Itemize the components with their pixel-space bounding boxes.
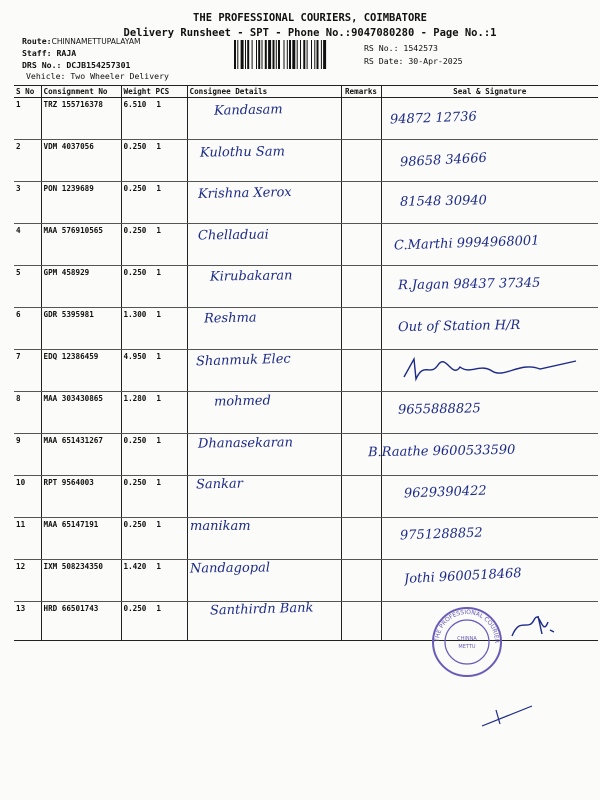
seal-signature-handwriting: 9751288852 <box>399 525 483 544</box>
cell-weight <box>121 140 187 182</box>
cell-sno: 4 <box>14 224 41 266</box>
col-remarks: Remarks <box>341 86 381 98</box>
signature-scribble <box>508 612 558 642</box>
seal-signature-handwriting: 9655888825 <box>397 401 481 418</box>
cell-remarks <box>341 392 381 434</box>
consignee-handwriting: Kulothu Sam <box>199 144 285 161</box>
cell-weight <box>121 560 187 602</box>
cell-weight <box>121 98 187 140</box>
consignee-handwriting: Kandasam <box>213 102 283 119</box>
cell-sno: 3 <box>14 182 41 224</box>
pcs-value: 1 <box>156 184 161 193</box>
weight-value: 1.280 <box>123 394 147 403</box>
table-row <box>14 518 598 560</box>
svg-text:CHINNA: CHINNA <box>457 636 477 642</box>
route-line <box>22 36 140 46</box>
col-consignment: Consignment No <box>41 86 121 98</box>
pcs-value: 1 <box>156 394 161 403</box>
pcs-value: 1 <box>156 562 161 571</box>
runsheet-subtitle: Delivery Runsheet - SPT - Phone No.:9047080280 - Page No.:1 <box>123 27 497 39</box>
consignee-handwriting: Reshma <box>203 310 257 327</box>
pcs-value: 1 <box>156 142 161 151</box>
cell-remarks <box>341 140 381 182</box>
cell-remarks <box>341 98 381 140</box>
drs-label: DRS No.: <box>22 60 62 70</box>
svg-text:THE PROFESSIONAL COURIERS: THE PROFESSIONAL COURIER <box>433 608 501 644</box>
cell-remarks <box>341 308 381 350</box>
table-row <box>14 98 598 140</box>
cell-remarks <box>341 350 381 392</box>
consignee-handwriting: Nandagopal <box>189 560 271 577</box>
consignee-handwriting: Krishna Xerox <box>197 185 292 203</box>
drs-line <box>22 60 130 70</box>
consignee-handwriting: Sankar <box>195 476 244 493</box>
weight-value: 1.300 <box>123 310 147 319</box>
cell-consignment: PON 1239689 <box>41 182 121 224</box>
company-title: THE PROFESSIONAL COURIERS, COIMBATORE <box>193 12 427 24</box>
pcs-value: 1 <box>156 520 161 529</box>
cell-sno: 1 <box>14 98 41 140</box>
rs-number: RS No.: 1542573 <box>364 43 438 53</box>
cell-remarks <box>341 224 381 266</box>
pcs-value: 1 <box>156 604 161 613</box>
vehicle-line: Vehicle: Two Wheeler Delivery <box>26 71 169 81</box>
pcs-value: 1 <box>156 478 161 487</box>
col-sno: S No <box>14 86 41 98</box>
cell-remarks <box>341 602 381 641</box>
barcode <box>234 40 356 69</box>
cell-sno: 12 <box>14 560 41 602</box>
seal-signature-handwriting: 9629390422 <box>403 483 487 502</box>
cell-sno: 8 <box>14 392 41 434</box>
pcs-value: 1 <box>156 352 161 361</box>
pcs-value: 1 <box>156 310 161 319</box>
col-weight-pcs: Weight PCS <box>121 86 187 98</box>
cell-consignment: MAA 651431267 <box>41 434 121 476</box>
cell-remarks <box>341 518 381 560</box>
seal-signature-handwriting: Jothi 9600518468 <box>403 565 522 587</box>
weight-value: 0.250 <box>123 226 147 235</box>
weight-value: 0.250 <box>123 184 147 193</box>
staff-line: Staff: RAJA <box>22 48 77 58</box>
cell-consignment: RPT 9564003 <box>41 476 121 518</box>
weight-value: 4.950 <box>123 352 147 361</box>
weight-value: 0.250 <box>123 142 147 151</box>
cell-consignment: IXM 508234350 <box>41 560 121 602</box>
consignee-handwriting: Kirubakaran <box>209 268 293 285</box>
cell-sno: 2 <box>14 140 41 182</box>
pen-mark <box>478 700 538 730</box>
cell-weight <box>121 308 187 350</box>
cell-remarks <box>341 182 381 224</box>
route-label: Route: <box>22 36 52 46</box>
cell-consignment: VDM 4037056 <box>41 140 121 182</box>
seal-signature-handwriting: 94872 12736 <box>389 109 478 128</box>
cell-consignment: GDR 5395981 <box>41 308 121 350</box>
cell-consignment: EDQ 12386459 <box>41 350 121 392</box>
cell-remarks <box>341 476 381 518</box>
consignee-handwriting: Chelladuai <box>197 227 269 244</box>
pcs-value: 1 <box>156 436 161 445</box>
col-seal: Seal & Signature <box>381 86 598 98</box>
cell-sno: 5 <box>14 266 41 308</box>
consignee-handwriting: manikam <box>190 519 251 534</box>
seal-signature-handwriting: C.Marthi 9994968001 <box>393 233 540 254</box>
row7-signature-scribble <box>400 355 590 385</box>
cell-remarks <box>341 560 381 602</box>
table-row <box>14 182 598 224</box>
weight-value: 6.510 <box>123 100 147 109</box>
cell-sno: 9 <box>14 434 41 476</box>
table-row <box>14 392 598 434</box>
consignee-handwriting: Santhirdn Bank <box>209 600 314 619</box>
consignee-handwriting: mohmed <box>213 393 272 410</box>
cell-consignment: MAA 576910565 <box>41 224 121 266</box>
col-consignee: Consignee Details <box>187 86 341 98</box>
cell-weight <box>121 476 187 518</box>
cell-sno: 13 <box>14 602 41 641</box>
weight-value: 0.250 <box>123 604 147 613</box>
cell-weight <box>121 266 187 308</box>
cell-consignment: HRD 66501743 <box>41 602 121 641</box>
pcs-value: 1 <box>156 226 161 235</box>
table-row <box>14 476 598 518</box>
cell-sno: 10 <box>14 476 41 518</box>
cell-consignment: TRZ 155716378 <box>41 98 121 140</box>
weight-value: 0.250 <box>123 520 147 529</box>
cell-weight <box>121 350 187 392</box>
weight-value: 1.420 <box>123 562 147 571</box>
seal-signature-handwriting: 98658 34666 <box>399 150 488 170</box>
consignee-handwriting: Shanmuk Elec <box>195 351 291 369</box>
cell-sno: 7 <box>14 350 41 392</box>
table-row <box>14 140 598 182</box>
cell-consignment: MAA 303430865 <box>41 392 121 434</box>
seal-signature-handwriting: Out of Station H/R <box>397 317 521 336</box>
seal-signature-handwriting: B.Raathe 9600533590 <box>367 442 516 461</box>
cell-weight <box>121 182 187 224</box>
seal-signature-handwriting: R.Jagan 98437 37345 <box>397 276 541 294</box>
consignee-handwriting: Dhanasekaran <box>197 435 294 452</box>
pcs-value: 1 <box>156 268 161 277</box>
company-seal-stamp <box>431 606 503 678</box>
cell-remarks <box>341 266 381 308</box>
cell-weight <box>121 224 187 266</box>
weight-value: 0.250 <box>123 436 147 445</box>
pcs-value: 1 <box>156 100 161 109</box>
cell-weight <box>121 518 187 560</box>
cell-consignment: MAA 65147191 <box>41 518 121 560</box>
table-header-row <box>14 86 598 98</box>
cell-sno: 11 <box>14 518 41 560</box>
cell-consignment: GPM 458929 <box>41 266 121 308</box>
rs-date: RS Date: 30-Apr-2025 <box>364 56 463 66</box>
weight-value: 0.250 <box>123 478 147 487</box>
weight-value: 0.250 <box>123 268 147 277</box>
drs-value: DCJB154257301 <box>66 60 131 70</box>
cell-weight <box>121 434 187 476</box>
cell-sno: 6 <box>14 308 41 350</box>
cell-weight <box>121 602 187 641</box>
seal-signature-handwriting: 81548 30940 <box>399 193 487 210</box>
svg-text:METTU: METTU <box>458 644 476 650</box>
cell-weight <box>121 392 187 434</box>
route-value: CHINNAMETTUPALAYAM <box>51 37 141 46</box>
